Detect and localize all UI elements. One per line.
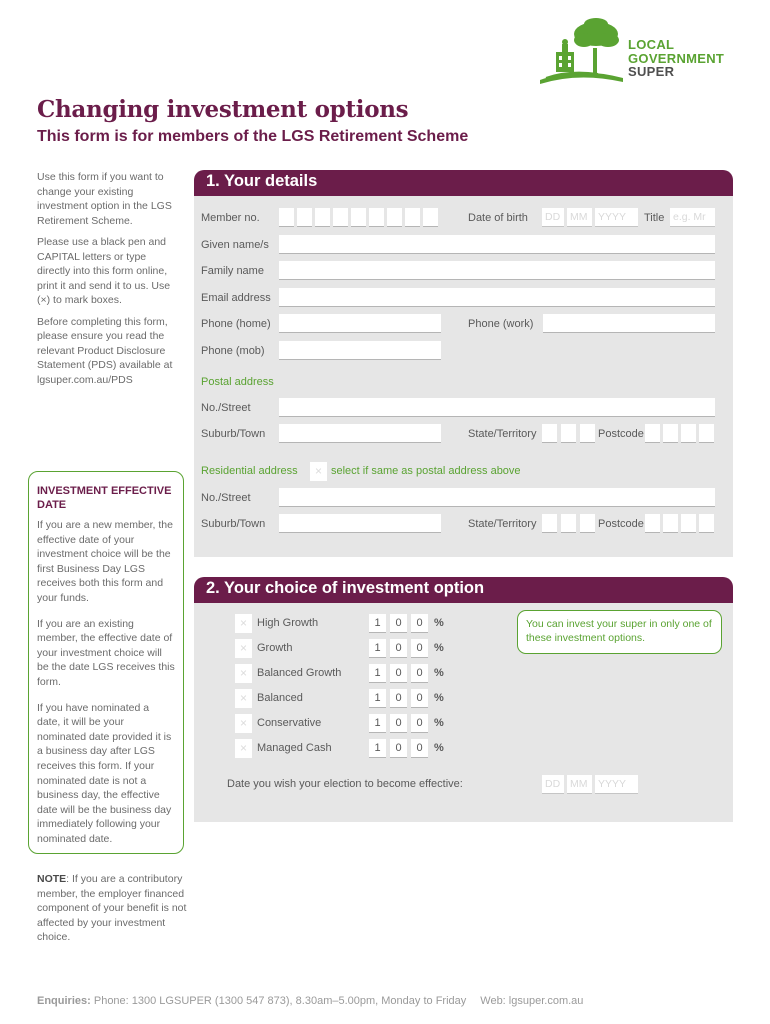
percent-digit[interactable]: 0 <box>390 614 407 633</box>
investment-option-label: Conservative <box>257 717 322 729</box>
percent-digit[interactable]: 0 <box>390 739 407 758</box>
percent-sign: % <box>434 667 444 679</box>
percent-digit[interactable]: 1 <box>369 714 386 733</box>
percent-digit[interactable]: 1 <box>369 739 386 758</box>
logo-wordmark <box>628 38 724 79</box>
postal-state-char-2[interactable] <box>561 424 576 443</box>
investment-option-label: Balanced <box>257 692 303 704</box>
investment-option-label: High Growth <box>257 617 319 629</box>
percent-digit[interactable]: 1 <box>369 639 386 658</box>
residential-state-char-1[interactable] <box>542 514 557 533</box>
residential-address-heading: Residential address <box>201 465 298 477</box>
intro-paragraph: Before completing this form, please ensure you read the relevant Product Disclosure Statement (PDS) available at lgsuper.com.au/PDS <box>37 315 173 386</box>
residential-street-label: No./Street <box>201 492 251 504</box>
residential-street-field[interactable] <box>279 488 715 507</box>
effective-date-label: Date you wish your election to become effective: <box>227 778 463 790</box>
page-subtitle: This form is for members of the LGS Retirement Scheme <box>37 128 469 145</box>
same-as-postal-checkbox[interactable]: × <box>310 462 327 481</box>
postal-postcode-digit-3[interactable] <box>681 424 696 443</box>
tree-building-logo-icon <box>538 16 633 86</box>
phone-work-label: Phone (work) <box>468 318 534 330</box>
footer-enquiries <box>37 995 583 1007</box>
single-option-info-box: You can invest your super in only one of these investment options. <box>517 610 722 654</box>
postal-postcode-digit-2[interactable] <box>663 424 678 443</box>
residential-postcode-digit-1[interactable] <box>645 514 660 533</box>
percent-digit[interactable]: 1 <box>369 614 386 633</box>
same-as-postal-label: select if same as postal address above <box>331 465 521 477</box>
logo-line-2: GOVERNMENT <box>628 50 725 66</box>
residential-state-label: State/Territory <box>468 518 537 530</box>
page-title: Changing investment options <box>37 96 409 123</box>
family-name-field[interactable] <box>279 261 715 280</box>
logo-line-1: LOCAL <box>628 37 675 52</box>
residential-postcode-label: Postcode <box>598 518 644 530</box>
postal-suburb-field[interactable] <box>279 424 441 443</box>
effective-date-heading: INVESTMENT EFFECTIVE DATE <box>37 485 172 511</box>
residential-suburb-field[interactable] <box>279 514 441 533</box>
postal-postcode-label: Postcode <box>598 428 644 440</box>
postal-state-char-3[interactable] <box>580 424 595 443</box>
email-field[interactable] <box>279 288 715 307</box>
dob-month-field[interactable]: MM <box>567 208 592 227</box>
percent-digit[interactable]: 0 <box>390 664 407 683</box>
investment-option-checkbox[interactable]: × <box>235 689 252 708</box>
footer-web: Web: lgsuper.com.au <box>480 995 584 1007</box>
phone-home-label: Phone (home) <box>201 318 271 330</box>
residential-state-char-2[interactable] <box>561 514 576 533</box>
phone-home-field[interactable] <box>279 314 441 333</box>
investment-option-checkbox[interactable]: × <box>235 739 252 758</box>
postal-state-label: State/Territory <box>468 428 537 440</box>
title-label: Title <box>644 212 665 224</box>
percent-digit[interactable]: 1 <box>369 664 386 683</box>
lgs-logo <box>538 16 753 86</box>
effective-date-paragraph: If you are an existing member, the effective date of your investment choice will be the date LGS receives this form. <box>37 617 175 688</box>
percent-sign: % <box>434 617 444 629</box>
percent-digit[interactable]: 0 <box>411 614 428 633</box>
member-no-digit-9[interactable] <box>423 208 438 227</box>
given-names-label: Given name/s <box>201 239 269 251</box>
dob-year-field[interactable]: YYYY <box>595 208 638 227</box>
percent-digit[interactable]: 1 <box>369 689 386 708</box>
residential-state-char-3[interactable] <box>580 514 595 533</box>
member-no-digit-7[interactable] <box>387 208 402 227</box>
effective-month-field[interactable]: MM <box>567 775 592 794</box>
postal-address-heading: Postal address <box>201 376 274 388</box>
effective-day-field[interactable]: DD <box>542 775 564 794</box>
section-1-heading: 1. Your details <box>194 170 733 196</box>
intro-paragraph: Use this form if you want to change your existing investment option in the LGS Retirement Scheme. <box>37 171 172 227</box>
percent-digit[interactable]: 0 <box>411 714 428 733</box>
intro-paragraph: Please use a black pen and CAPITAL letters or type directly into this form online, print it and send it to us. Use (×) to mark boxes. <box>37 236 171 306</box>
investment-option-checkbox[interactable]: × <box>235 614 252 633</box>
residential-postcode-digit-4[interactable] <box>699 514 714 533</box>
family-name-label: Family name <box>201 265 264 277</box>
postal-suburb-label: Suburb/Town <box>201 428 266 440</box>
percent-digit[interactable]: 0 <box>411 664 428 683</box>
title-field[interactable]: e.g. Mr <box>670 208 715 227</box>
residential-suburb-label: Suburb/Town <box>201 518 266 530</box>
phone-mob-field[interactable] <box>279 341 441 360</box>
note-label: NOTE <box>37 873 67 885</box>
percent-digit[interactable]: 0 <box>411 639 428 658</box>
member-no-digit-6[interactable] <box>369 208 384 227</box>
percent-digit[interactable]: 0 <box>390 689 407 708</box>
member-no-digit-5[interactable] <box>351 208 366 227</box>
intro-text <box>37 170 182 394</box>
postal-street-field[interactable] <box>279 398 715 417</box>
percent-digit[interactable]: 0 <box>390 714 407 733</box>
member-no-digit-3[interactable] <box>315 208 330 227</box>
percent-sign: % <box>434 717 444 729</box>
footer-label: Enquiries: <box>37 995 91 1007</box>
investment-option-label: Balanced Growth <box>257 667 342 679</box>
postal-state-char-1[interactable] <box>542 424 557 443</box>
percent-digit[interactable]: 0 <box>411 739 428 758</box>
percent-sign: % <box>434 692 444 704</box>
investment-option-checkbox[interactable]: × <box>235 639 252 658</box>
percent-digit[interactable]: 0 <box>411 689 428 708</box>
investment-option-label: Growth <box>257 642 293 654</box>
effective-year-field[interactable]: YYYY <box>595 775 638 794</box>
postal-postcode-digit-4[interactable] <box>699 424 714 443</box>
section-1-panel <box>194 196 733 557</box>
effective-date-paragraph: If you have nominated a date, it will be your nominated date provided it is a business day after LGS receives this form. If your nominated date is not a business day, the effective date will be the business day immediately following your nominated date. <box>37 701 172 845</box>
investment-option-checkbox[interactable]: × <box>235 714 252 733</box>
dob-day-field[interactable]: DD <box>542 208 564 227</box>
effective-date-info-box <box>28 471 184 854</box>
effective-date-paragraph: If you are a new member, the effective date of your investment choice will be the first Business Day LGS receives both this form and your funds. <box>37 519 173 604</box>
note-text: : If you are a contributory member, the employer financed component of your benefit is not affected by your investment choice. <box>37 873 187 944</box>
footer-phone: Phone: 1300 LGSUPER (1300 547 873), 8.30am–5.00pm, Monday to Friday <box>93 995 467 1007</box>
email-label: Email address <box>201 292 271 304</box>
phone-work-field[interactable] <box>543 314 715 333</box>
percent-sign: % <box>434 642 444 654</box>
member-no-digit-1[interactable] <box>279 208 294 227</box>
section-2-heading: 2. Your choice of investment option <box>194 577 733 603</box>
percent-sign: % <box>434 742 444 754</box>
residential-postcode-digit-2[interactable] <box>663 514 678 533</box>
residential-postcode-digit-3[interactable] <box>681 514 696 533</box>
member-no-label: Member no. <box>201 212 260 224</box>
postal-postcode-digit-1[interactable] <box>645 424 660 443</box>
contributory-note <box>37 872 187 945</box>
member-no-digit-4[interactable] <box>333 208 348 227</box>
given-names-field[interactable] <box>279 235 715 254</box>
percent-digit[interactable]: 0 <box>390 639 407 658</box>
logo-line-3: SUPER <box>628 64 675 79</box>
postal-street-label: No./Street <box>201 402 251 414</box>
member-no-digit-2[interactable] <box>297 208 312 227</box>
dob-label: Date of birth <box>468 212 528 224</box>
investment-option-checkbox[interactable]: × <box>235 664 252 683</box>
member-no-digit-8[interactable] <box>405 208 420 227</box>
phone-mob-label: Phone (mob) <box>201 345 265 357</box>
investment-option-label: Managed Cash <box>257 742 332 754</box>
